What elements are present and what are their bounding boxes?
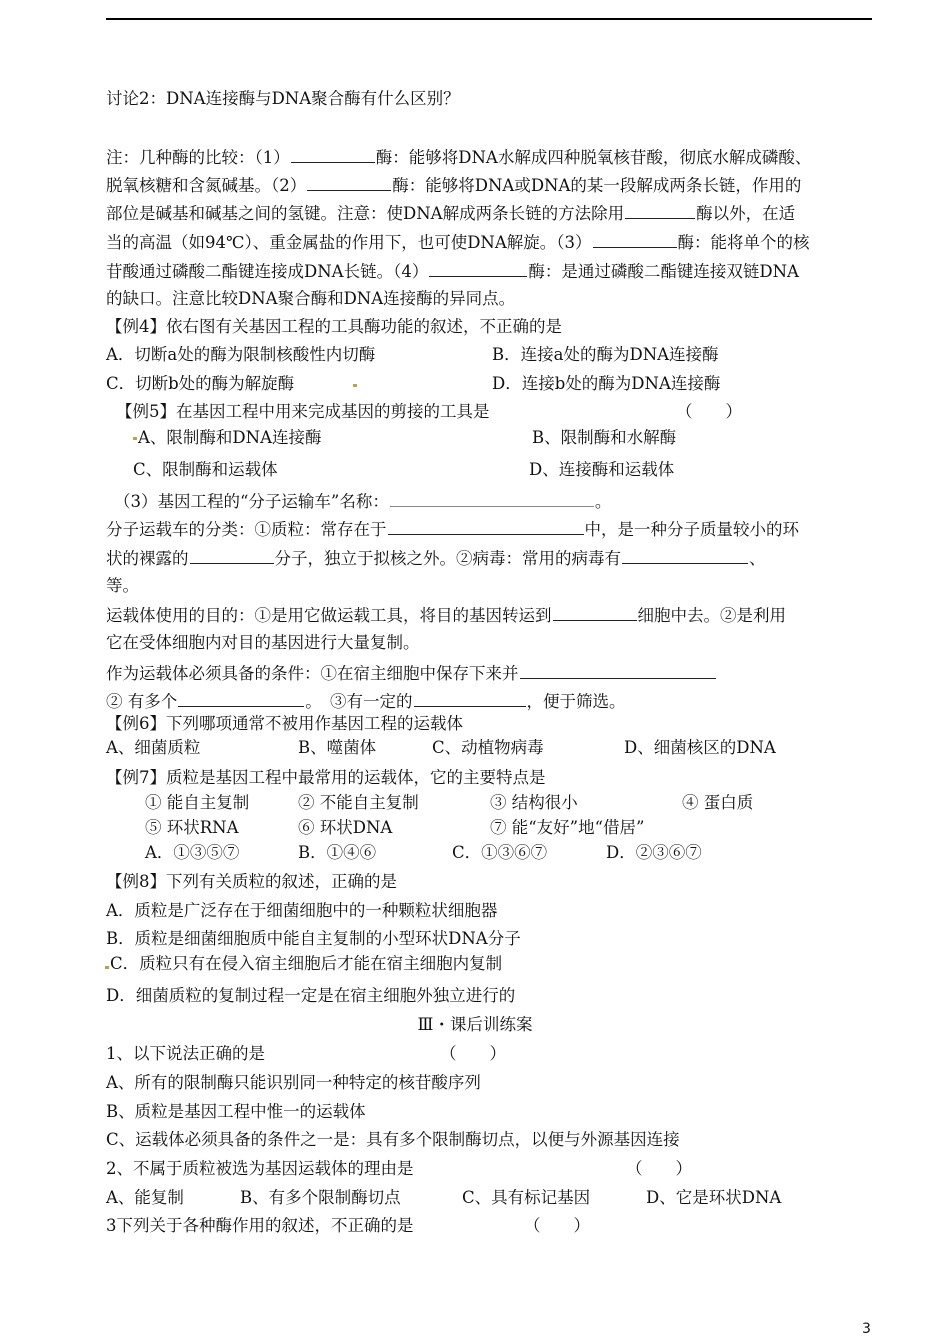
blank-enzyme-1[interactable] [291,146,375,163]
q2-stem: 2、不属于质粒被选为基因运载体的理由是 [106,1159,414,1178]
ex6-option-a[interactable]: A、细菌质粒 [106,738,201,757]
q1-stem: 1、以下说法正确的是 [106,1044,265,1063]
blank-marker[interactable] [414,690,526,707]
blank-enzyme-3[interactable] [593,231,677,248]
q1-option-a[interactable]: A、所有的限制酶只能识别同一种特定的核苷酸序列 [106,1073,481,1092]
vector-purpose-2: 它在受体细胞内对目的基因进行大量复制。 [106,633,420,652]
ex7-item-7: ⑦ 能“友好”地“借居” [490,818,645,837]
ex5-option-a[interactable]: A、限制酶和DNA连接酶 [138,428,322,447]
page-number: 3 [862,1321,871,1337]
q3-stem: 3下列关于各种酶作用的叙述，不正确的是 [106,1216,414,1235]
ex5-option-c[interactable]: C、限制酶和运载体 [133,460,278,479]
note-line-4: 当的高温（如94℃）、重金属盐的作用下，也可使DNA解旋。（3） 酶：能将单个的核 [106,233,810,252]
vector-purpose-line: 运载体使用的目的：①是用它做运载工具，将目的基因转运到 细胞中去。②是利用 [106,606,786,625]
blank-vector-name[interactable] [390,490,594,507]
ex8-option-a[interactable]: A．质粒是广泛存在于细菌细胞中的一种颗粒状细胞器 [106,901,498,920]
note-line-2: 脱氧核糖和含氮碱基。（2） 酶：能够将DNA或DNA的某一段解成两条长链，作用的 [106,176,802,195]
ex4-option-b[interactable]: B．连接a处的酶为DNA连接酶 [492,345,719,364]
ex7-item-4: ④ 蛋白质 [682,793,754,812]
note-line-5: 苷酸通过磷酸二酯键连接成DNA长链。（4） 酶：是通过磷酸二酯键连接双链DNA [106,262,799,281]
ex5-option-b[interactable]: B、限制酶和水解酶 [532,428,677,447]
ex5-option-d[interactable]: D、连接酶和运载体 [529,460,675,479]
ex8-option-c[interactable]: C．质粒只有在侵入宿主细胞后才能在宿主细胞内复制 [110,954,503,973]
blank-plasmid-molecule[interactable] [190,547,274,564]
blank-enzyme-unwind[interactable] [625,202,695,219]
ex6-option-b[interactable]: B、噬菌体 [298,738,377,757]
ex6-stem: 【例6】下列哪项通常不被用作基因工程的运载体 [106,714,463,733]
q2-option-a[interactable]: A、能复制 [106,1188,184,1207]
blank-cut-sites[interactable] [178,690,304,707]
ex7-option-a[interactable]: A．①③⑤⑦ [145,843,240,862]
ex8-stem: 【例8】下列有关质粒的叙述，正确的是 [106,872,397,891]
blank-enzyme-2[interactable] [307,174,391,191]
scan-mark [353,384,357,387]
blank-replicate[interactable] [520,662,716,679]
vector-conditions-2: ② 有多个 。 ③有一定的 ，便于筛选。 [106,692,626,711]
blank-enzyme-4[interactable] [429,260,527,277]
ex7-option-b[interactable]: B．①④⑥ [298,843,377,862]
ex4-option-d[interactable]: D．连接b处的酶为DNA连接酶 [492,374,721,393]
note-line-6: 的缺口。注意比较DNA聚合酶和DNA连接酶的异同点。 [106,289,516,308]
note-line-3: 部位是碱基和碱基之间的氢键。注意：使DNA解成两条长链的方法除用 酶以外，在适 [106,204,796,223]
ex6-option-d[interactable]: D、细菌核区的DNA [624,738,776,757]
ex8-option-b[interactable]: B．质粒是细菌细胞质中能自主复制的小型环状DNA分子 [106,929,521,948]
ex4-stem: 【例4】依右图有关基因工程的工具酶功能的叙述，不正确的是 [106,317,562,336]
ex7-item-5: ⑤ 环状RNA [145,818,239,837]
blank-plasmid-location[interactable] [388,518,584,535]
ex5-answer-paren[interactable]: （ ） [676,402,742,421]
q1-option-b[interactable]: B、质粒是基因工程中惟一的运载体 [106,1102,366,1121]
ex7-item-3: ③ 结构很小 [490,793,578,812]
ex7-option-d[interactable]: D．②③⑥⑦ [606,843,702,862]
blank-target-cell[interactable] [553,604,637,621]
ex7-option-c[interactable]: C．①③⑥⑦ [452,843,548,862]
blank-virus-types[interactable] [622,547,748,564]
vector-plasmid-line: 状的裸露的 分子，独立于拟核之外。②病毒：常用的病毒有 、 [106,549,766,568]
ex8-option-d[interactable]: D．细菌质粒的复制过程一定是在宿主细胞外独立进行的 [106,986,516,1005]
ex5-stem: 【例5】在基因工程中用来完成基因的剪接的工具是 [116,402,490,421]
vector-conditions-line: 作为运载体必须具备的条件：①在宿主细胞中保存下来并 [106,662,717,684]
q2-answer-paren[interactable]: （ ） [626,1159,692,1178]
q2-option-b[interactable]: B、有多个限制酶切点 [240,1188,401,1207]
ex6-option-c[interactable]: C、动植物病毒 [432,738,544,757]
vector-name-line: （3）基因工程的“分子运输车”名称： 。 [114,492,612,511]
vector-class-line: 分子运载车的分类：①质粒：常存在于 中，是一种分子质量较小的环 [106,520,799,539]
q1-answer-paren[interactable]: （ ） [440,1044,506,1063]
ex7-stem: 【例7】质粒是基因工程中最常用的运载体，它的主要特点是 [106,768,546,787]
note-line-1: 注：几种酶的比较：（1） 酶：能够将DNA水解成四种脱氧核苷酸，彻底水解成磷酸、 [106,148,812,167]
ex7-item-1: ① 能自主复制 [145,793,250,812]
header-rule [106,18,872,20]
q2-option-d[interactable]: D、它是环状DNA [646,1188,782,1207]
discussion-2: 讨论2：DNA连接酶与DNA聚合酶有什么区别？ [106,89,460,108]
vector-etc: 等。 [106,576,139,595]
q1-option-c[interactable]: C、运载体必须具备的条件之一是：具有多个限制酶切点，以便与外源基因连接 [106,1130,680,1149]
section-title: Ⅲ・课后训练案 [417,1015,533,1034]
ex7-item-6: ⑥ 环状DNA [298,818,393,837]
scan-mark [133,437,137,440]
ex4-option-a[interactable]: A．切断a处的酶为限制核酸性内切酶 [106,345,376,364]
scan-mark [105,966,109,969]
q2-option-c[interactable]: C、具有标记基因 [462,1188,591,1207]
ex7-item-2: ② 不能自主复制 [298,793,419,812]
ex4-option-c[interactable]: C．切断b处的酶为解旋酶 [106,374,295,393]
q3-answer-paren[interactable]: （ ） [524,1216,590,1235]
